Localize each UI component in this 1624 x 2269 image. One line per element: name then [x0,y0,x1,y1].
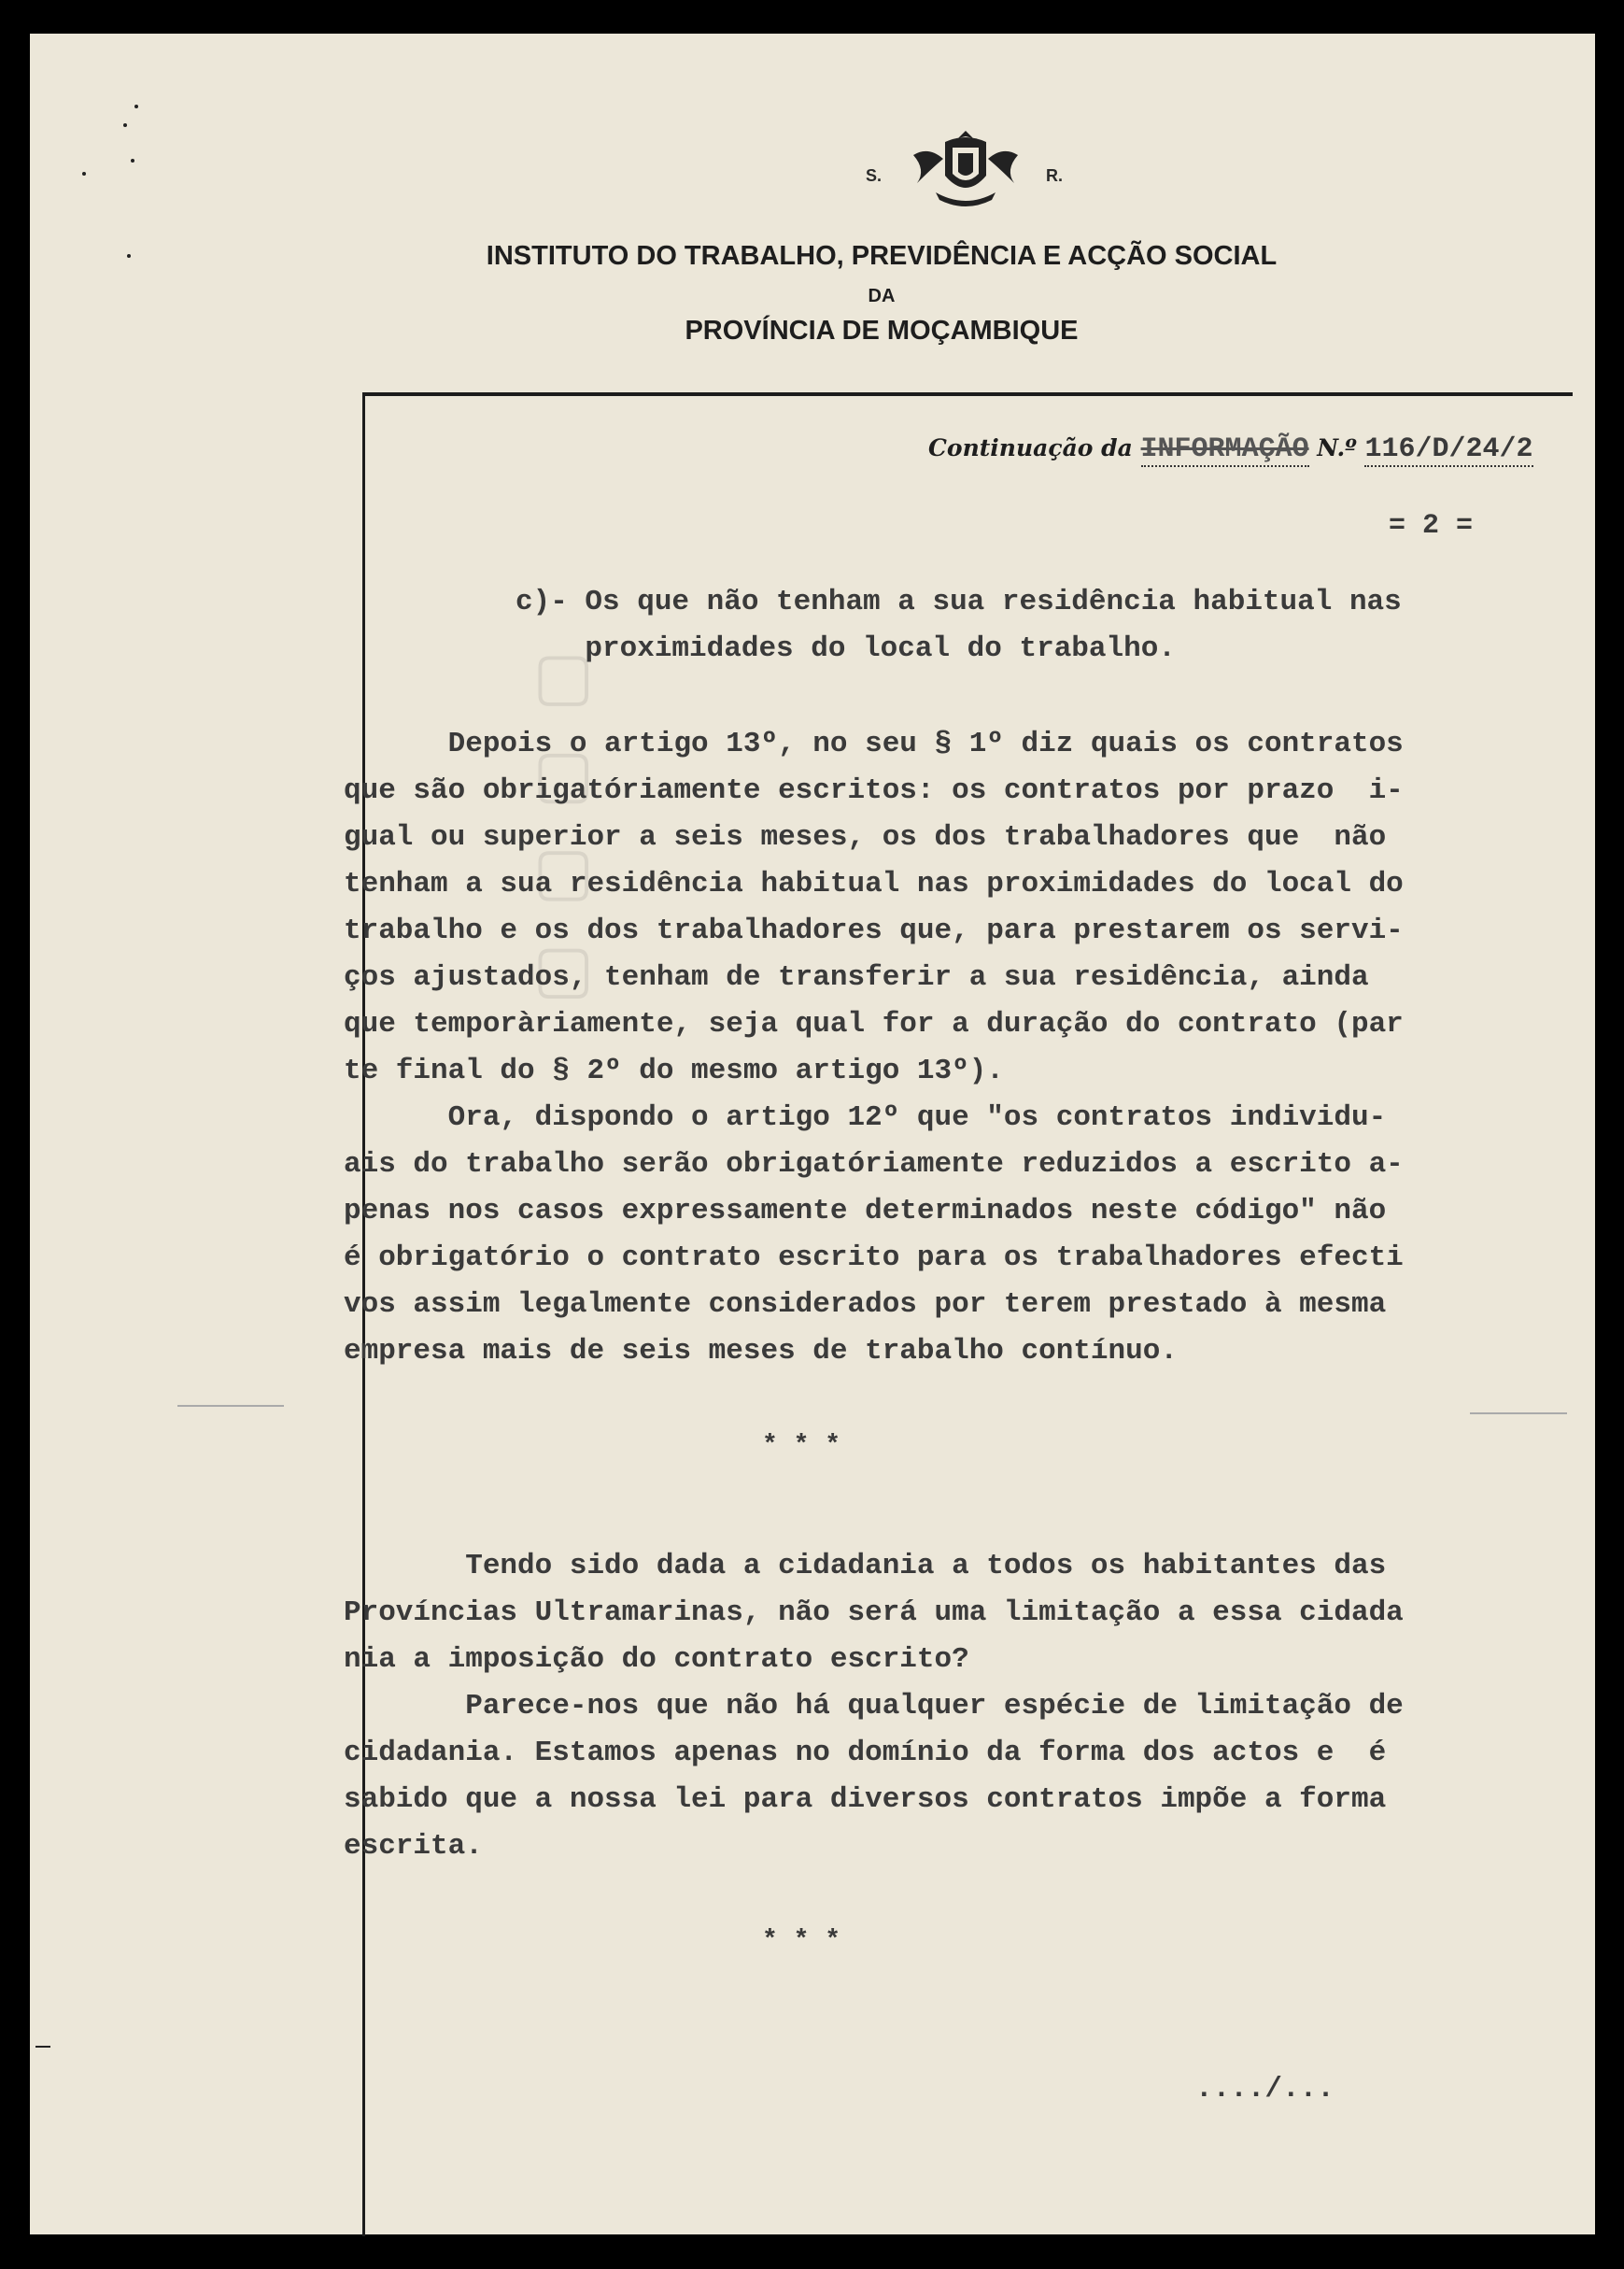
text-line: que temporàriamente, seja qual for a duração do contrato (par [344,1008,1404,1041]
text-line: ais do trabalho serão obrigatóriamente reduzidos a escrito a- [344,1148,1404,1181]
header-connector: DA [868,286,896,306]
continuation-mark: ..../... [1195,2073,1335,2106]
page-number: = 2 = [1389,510,1474,542]
text-line: é obrigatório o contrato escrito para os trabalhadores efecti [344,1241,1404,1274]
text-line: tenham a sua residência habitual nas proximidades do local do [344,868,1404,901]
text-line: Tendo sido dada a cidadania a todos os habitantes das [344,1550,1387,1582]
paragraph-2 [344,1095,1404,1375]
paper-speck [134,105,138,108]
text-line: te final do § 2º do mesmo artigo 13º). [344,1055,1004,1087]
text-line: sabido que a nossa lei para diversos contratos impõe a forma [344,1783,1387,1816]
reference-prefix: Continuação da [928,434,1133,461]
paper-speck [131,159,134,163]
text-line: cidadania. Estamos apenas no domínio da forma dos actos e é [344,1737,1387,1769]
coat-of-arms-emblem [908,127,1024,211]
paper-speck [82,172,86,176]
paragraph-1 [344,721,1404,1095]
section-separator-2: * * * [762,1926,841,1955]
reference-number: 116/D/24/2 [1364,433,1533,465]
text-line: penas nos casos expressamente determinados neste código" não [344,1195,1387,1227]
fold-mark-left [177,1405,284,1407]
text-line: empresa mais de seis meses de trabalho contínuo. [344,1335,1178,1368]
text-line: Parece-nos que não há qualquer espécie de limitação de [344,1690,1404,1723]
header-rule [362,392,1573,396]
text-line: Províncias Ultramarinas, não será uma limitação a essa cidada [344,1596,1404,1629]
text-line: Depois o artigo 13º, no seu § 1º diz quais os contratos [344,728,1404,760]
text-line: nia a imposição do contrato escrito? [344,1643,969,1676]
institute-name: INSTITUTO DO TRABALHO, PREVIDÊNCIA E ACÇÃO SOCIAL [486,241,1278,271]
reference-line [928,433,1533,467]
reference-struck-word: INFORMAÇÃO [1140,433,1309,465]
text-line: Ora, dispondo o artigo 12º que "os contratos individu- [344,1101,1387,1134]
edge-mark [35,2046,50,2048]
paper-speck [123,123,127,127]
text-line: escrita. [344,1830,483,1863]
text-line: ços ajustados, tenham de transferir a sua residência, ainda [344,961,1369,994]
text-line: proximidades do local do trabalho. [515,632,1176,665]
item-c-text [515,579,1402,673]
text-line: vos assim legalmente considerados por terem prestado à mesma [344,1288,1387,1321]
fold-mark-right [1470,1412,1567,1414]
paragraph-3 [344,1543,1404,1870]
document-page [30,34,1595,2234]
section-separator: * * * [762,1431,841,1460]
paper-speck [127,254,131,258]
header-letter-left: S. [866,166,883,185]
text-line: que são obrigatóriamente escritos: os contratos por prazo i- [344,774,1404,807]
watermark: ▢ ▢ ▢ ▢ [530,650,607,1013]
reference-no-label: N.º [1317,434,1357,461]
province-name: PROVÍNCIA DE MOÇAMBIQUE [685,316,1079,346]
header-letter-right: R. [1046,166,1063,185]
text-line: c)- Os que não tenham a sua residência habitual nas [515,586,1402,618]
text-line: trabalho e os dos trabalhadores que, para prestarem os servi- [344,915,1404,947]
text-line: gual ou superior a seis meses, os dos trabalhadores que não [344,821,1387,854]
